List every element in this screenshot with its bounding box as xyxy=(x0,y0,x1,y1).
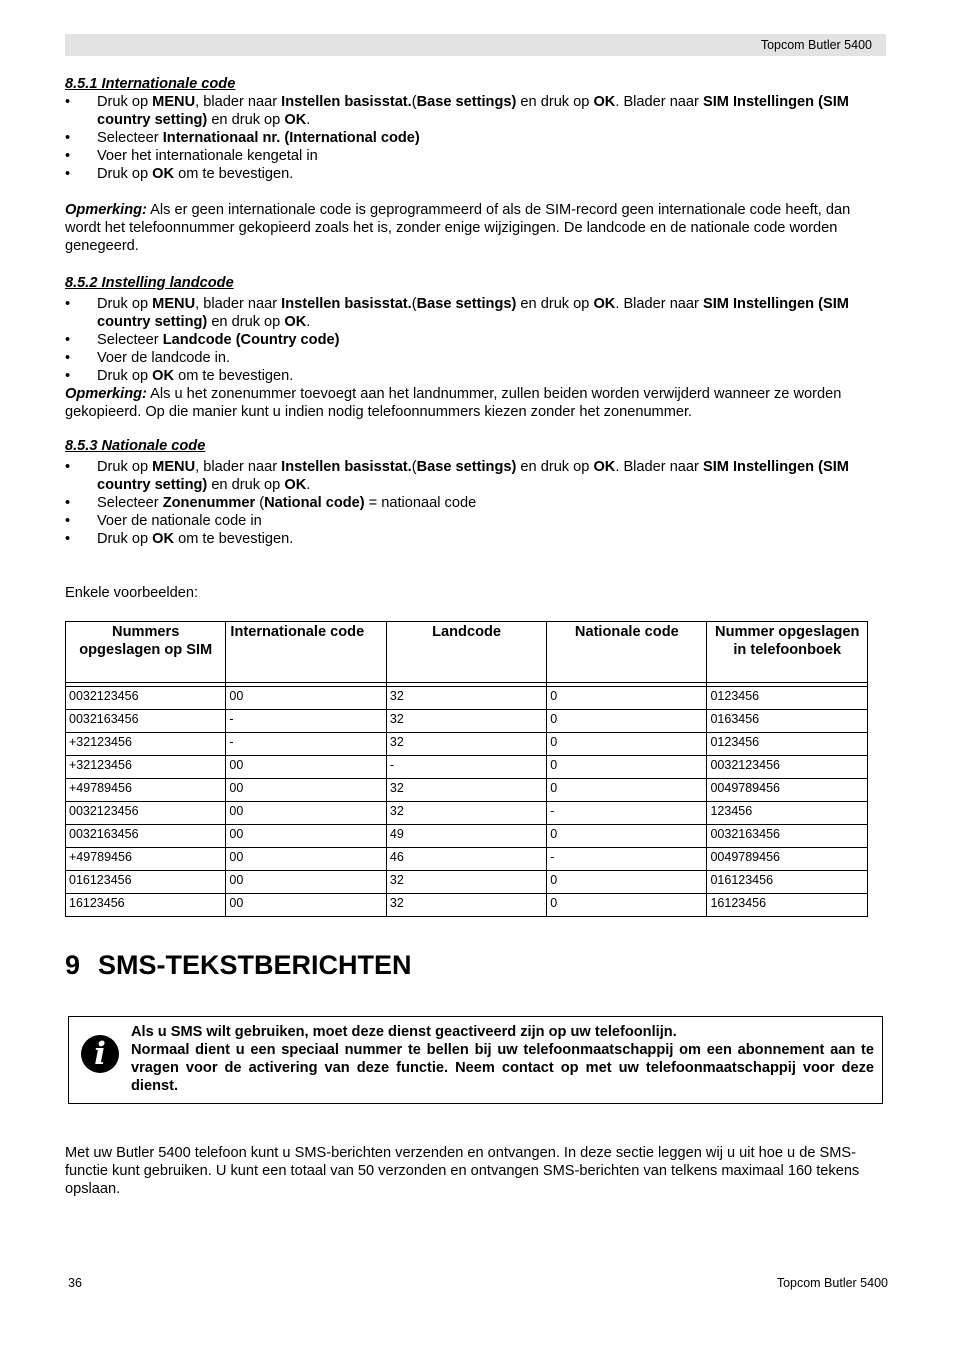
table-row xyxy=(66,871,868,894)
page-header xyxy=(65,34,886,56)
table-row xyxy=(66,733,868,756)
chapter-title: SMS-TEKSTBERICHTEN xyxy=(98,950,412,980)
table-row xyxy=(66,848,868,871)
footer-title: Topcom Butler 5400 xyxy=(776,1276,888,1290)
intro-paragraph: Met uw Butler 5400 telefoon kunt u SMS-berichten verzenden en ontvangen. In deze sectie leggen wij u uit hoe u de SMS-functie kunt gebruiken. U kunt een totaal van 50 verzonden en ontvangen SMS-berichten van telkens maximaal 160 tekens opslaan. xyxy=(65,1145,860,1197)
table-cell: 32 xyxy=(386,687,546,710)
table-cell: 0 xyxy=(547,871,707,894)
table-cell: 00 xyxy=(226,687,387,710)
instruction-list xyxy=(65,295,887,385)
table-cell: 0032163456 xyxy=(66,710,226,733)
table-cell: 32 xyxy=(386,871,546,894)
table-cell: 0032123456 xyxy=(66,802,226,825)
table-cell: - xyxy=(226,733,387,756)
list-item: • Druk op OK om te bevestigen. xyxy=(65,165,887,183)
table-cell: 00 xyxy=(226,756,387,779)
note-paragraph: Opmerking: Als u het zonenummer toevoegt aan het landnummer, zullen beiden worden verwijderd wanneer ze worden gekopieerd. Op die manier kunt u indien nodig telefoonnummers kiezen zonder het zonenummer. xyxy=(65,386,842,420)
info-note-line: Normaal dient u een speciaal nummer te bellen bij uw telefoonmaatschappij om een abonnement aan te vragen voor de activering van deze functie. Neem contact op met uw telefoonmaatschappij voor deze dienst. xyxy=(131,1042,874,1094)
table-cell: 32 xyxy=(386,779,546,802)
page-number: 36 xyxy=(68,1276,82,1290)
table-cell: 123456 xyxy=(707,802,868,825)
info-icon: i xyxy=(81,1035,119,1073)
list-item: • Voer de nationale code in xyxy=(65,512,887,530)
list-item: • Selecteer Landcode (Country code) xyxy=(65,331,887,349)
table-cell: +32123456 xyxy=(66,733,226,756)
table-cell: 0123456 xyxy=(707,733,868,756)
list-item: • Druk op MENU, blader naar Instellen basisstat.(Base settings) en druk op OK. Blader naar SIM Instellingen (SIM country setting) en druk op OK. xyxy=(65,458,887,494)
table-cell: 0032163456 xyxy=(707,825,868,848)
table-cell: +32123456 xyxy=(66,756,226,779)
table-cell: - xyxy=(547,802,707,825)
table-row xyxy=(66,710,868,733)
table-cell: - xyxy=(386,756,546,779)
table-cell: 0 xyxy=(547,779,707,802)
section-title: 8.5.3 Nationale code xyxy=(65,438,206,454)
info-note-text xyxy=(126,1023,874,1095)
table-cell: 46 xyxy=(386,848,546,871)
column-header: Nummer opgeslagen in telefoonboek xyxy=(707,622,868,683)
table-cell: 00 xyxy=(226,871,387,894)
examples-intro: Enkele voorbeelden: xyxy=(65,585,199,601)
list-item: • Voer het internationale kengetal in xyxy=(65,147,887,165)
table-row xyxy=(66,687,868,710)
section-title: 8.5.2 Instelling landcode xyxy=(65,275,234,291)
instruction-list xyxy=(65,458,887,548)
table-cell: 16123456 xyxy=(707,894,868,917)
table-cell: 49 xyxy=(386,825,546,848)
instruction-list xyxy=(65,93,887,183)
table-cell: 00 xyxy=(226,825,387,848)
table-cell: 016123456 xyxy=(707,871,868,894)
table-cell: 00 xyxy=(226,848,387,871)
table-cell: 0 xyxy=(547,894,707,917)
info-note-box xyxy=(68,1016,883,1104)
table-row xyxy=(66,802,868,825)
table-cell: 00 xyxy=(226,802,387,825)
table-cell: 0032163456 xyxy=(66,825,226,848)
table-header-row xyxy=(66,622,868,683)
table-cell: 00 xyxy=(226,779,387,802)
section-8-5-3 xyxy=(65,437,887,548)
column-header: Nationale code xyxy=(547,622,707,683)
table-cell: 32 xyxy=(386,733,546,756)
table-cell: 0 xyxy=(547,710,707,733)
table-cell: 0123456 xyxy=(707,687,868,710)
info-note-line: Als u SMS wilt gebruiken, moet deze dienst geactiveerd zijn op uw telefoonlijn. xyxy=(131,1024,677,1040)
table-cell: - xyxy=(226,710,387,733)
table-cell: 00 xyxy=(226,894,387,917)
table-cell: 32 xyxy=(386,802,546,825)
table-cell: +49789456 xyxy=(66,779,226,802)
section-8-5-1 xyxy=(65,75,887,255)
table-row xyxy=(66,825,868,848)
column-header: Internationale code xyxy=(226,622,387,683)
table-row xyxy=(66,779,868,802)
list-item: • Druk op OK om te bevestigen. xyxy=(65,530,887,548)
list-item: • Voer de landcode in. xyxy=(65,349,887,367)
table-cell: 16123456 xyxy=(66,894,226,917)
column-header: Landcode xyxy=(386,622,546,683)
table-cell: 0 xyxy=(547,687,707,710)
table-cell: 016123456 xyxy=(66,871,226,894)
header-title: Topcom Butler 5400 xyxy=(760,38,872,52)
table-cell: +49789456 xyxy=(66,848,226,871)
column-header: Nummers opgeslagen op SIM xyxy=(66,622,226,683)
table-cell: 0 xyxy=(547,756,707,779)
list-item: • Druk op OK om te bevestigen. xyxy=(65,367,887,385)
section-8-5-2 xyxy=(65,274,887,421)
note-paragraph: Opmerking: Als er geen internationale code is geprogrammeerd of als de SIM-record geen internationale code heeft, dan wordt het telefoonnummer gekopieerd zoals het is, zonder enige wijzigingen. De landcode en de nationale code worden genegeerd. xyxy=(65,202,851,254)
table-cell: 0049789456 xyxy=(707,779,868,802)
table-cell: 0 xyxy=(547,733,707,756)
table-cell: 32 xyxy=(386,710,546,733)
list-item: • Selecteer Zonenummer (National code) = nationaal code xyxy=(65,494,887,512)
chapter-heading xyxy=(65,948,412,982)
table-cell: 0163456 xyxy=(707,710,868,733)
table-row xyxy=(66,894,868,917)
chapter-number: 9 xyxy=(65,950,81,980)
list-item: • Druk op MENU, blader naar Instellen basisstat.(Base settings) en druk op OK. Blader naar SIM Instellingen (SIM country setting) en druk op OK. xyxy=(65,295,887,331)
table-cell: 32 xyxy=(386,894,546,917)
table-cell: 0 xyxy=(547,825,707,848)
list-item: • Druk op MENU, blader naar Instellen basisstat.(Base settings) en druk op OK. Blader naar SIM Instellingen (SIM country setting) en druk op OK. xyxy=(65,93,887,129)
list-item: • Selecteer Internationaal nr. (International code) xyxy=(65,129,887,147)
table-cell: 0049789456 xyxy=(707,848,868,871)
code-examples-table xyxy=(65,621,868,917)
table-cell: 0032123456 xyxy=(66,687,226,710)
table-row xyxy=(66,756,868,779)
table-cell: 0032123456 xyxy=(707,756,868,779)
table-cell: - xyxy=(547,848,707,871)
section-title: 8.5.1 Internationale code xyxy=(65,76,236,92)
